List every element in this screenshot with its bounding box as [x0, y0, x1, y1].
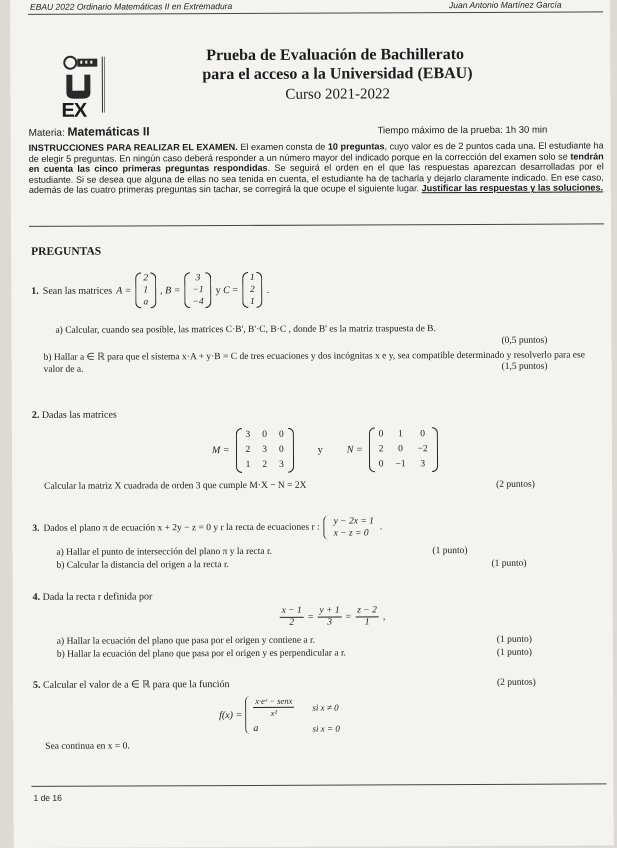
- matrix-c: 1 2 1: [242, 272, 263, 308]
- q5-case2: a: [253, 722, 259, 734]
- exam-sheet: [10, 0, 614, 848]
- header-right: Juan Antonio Martínez García: [449, 0, 562, 11]
- q3-part-a-points: (1 punto): [432, 546, 468, 557]
- matrix-cell: 3: [245, 429, 251, 440]
- matrix-cell: 3: [420, 458, 426, 469]
- q3-part-a: a) Hallar el punto de intersección del plano π y la recta r.: [56, 546, 272, 558]
- q3-number: 3.: [32, 523, 40, 534]
- instructions-text-2: , cuyo valor es de 2 puntos cada una. El estudiante ha de elegir 5 preguntas. En ningún caso deberá responder a un número mayor del indicado porque en la corrección del examen solo se: [28, 140, 604, 164]
- instructions-text-3: . Se seguirá el orden en el que las respuestas aparezcan desarrolladas por el estudiante. Si se desea que alguna de ellas no sea tenida en cuenta, el estudiante ha de tacharla y dejarlo claramente indicado. En ese caso, además de las cuatro primeras preguntas sin tachar, se corregirá la que ocupe el siguiente lugar.: [28, 161, 604, 196]
- question-5-intro: [33, 679, 230, 691]
- q5-fx: f(x) =: [219, 709, 243, 721]
- instructions-rule: [29, 223, 604, 227]
- header-rule: [28, 11, 603, 15]
- matrix-cell: 1: [398, 428, 403, 439]
- q4-intro: Dada la recta r definida por: [42, 591, 153, 603]
- matrix-cell: 2: [378, 443, 384, 454]
- preguntas-heading: PREGUNTAS: [31, 245, 102, 258]
- q4-number: 4.: [32, 591, 41, 603]
- matrix-cell: 0: [279, 444, 284, 455]
- matrix-cell: 0: [378, 428, 384, 439]
- q2-points: (2 puntos): [496, 479, 535, 490]
- question-2-intro: [32, 410, 117, 421]
- q3-text: Dados el plano π de ecuación x + 2y − z = 0 y r la recta de ecuaciones r :: [43, 522, 320, 534]
- matrix-b: 3 −1 −4: [184, 272, 211, 308]
- instructions-heading: INSTRUCCIONES PARA REALIZAR EL EXAMEN.: [28, 142, 238, 153]
- footer-rule: [31, 783, 606, 787]
- q3-eq2: x − z = 0: [333, 528, 369, 539]
- matrix-cell: 0: [378, 458, 384, 469]
- q5-intro: Calcular el valor de a ∈ ℝ para que la función: [42, 679, 230, 691]
- matrix-cell: 0: [420, 428, 425, 439]
- matrix-cell: 3: [262, 444, 268, 455]
- instructions-text-1: El examen consta de: [240, 141, 326, 152]
- question-3-statement: 3. Dados el plano π de ecuación x + 2y − z = 0 y r la recta de ecuaciones r : y − 2x = 1 x − z = 0 .: [32, 516, 383, 539]
- instructions-bold-2: tendrán en cuenta las cinco primeras preguntas respondidas: [28, 151, 604, 175]
- logo-text: EX: [61, 99, 87, 122]
- matrix-cell: 2: [262, 459, 268, 470]
- page-number: 1 de 16: [33, 792, 62, 803]
- q2-y: y: [317, 444, 323, 456]
- q1-part-a: a) Calcular, cuando sea posible, las matrices C·B', B'·C, B·C , donde B' es la matriz traspuesta de B.: [55, 324, 436, 336]
- q5-case1-cond: si x ≠ 0: [312, 702, 339, 713]
- matrix-cell: 0: [278, 429, 284, 440]
- materia: [29, 124, 150, 139]
- matrix-cell: 2: [245, 444, 251, 455]
- title-line1: Prueba de Evaluación de Bachillerato: [206, 46, 465, 65]
- q4-part-a: a) Hallar la ecuación del plano que pasa por el origen y contiene a r.: [56, 635, 316, 647]
- q3-eq1: y − 2x = 1: [333, 516, 374, 527]
- q1-intro: Sean las matrices: [42, 285, 113, 297]
- q3-part-b-points: (1 punto): [491, 558, 527, 569]
- q5-case1-num: x·eˣ − senx: [253, 696, 294, 708]
- q2-intro: Dadas las matrices: [41, 409, 117, 421]
- q1-part-a-points: (0,5 puntos): [501, 335, 548, 346]
- matrix-m: [235, 427, 293, 472]
- q3-part-b: b) Calcular la distancia del origen a la recta r.: [56, 560, 230, 571]
- matrix-cell: 3: [279, 459, 284, 470]
- matrix-cell: 1: [245, 459, 251, 470]
- q5-points: (2 puntos): [496, 677, 536, 688]
- q5-case1-den: x²: [270, 707, 278, 718]
- q1-part-b: b) Hallar a ∈ ℝ para que el sistema x·A + y·B = C de tres ecuaciones y dos incógnitas x e y, sea compatible determinado y resolverlo para ese valor de a.: [43, 350, 585, 375]
- instructions-paragraph: [29, 140, 604, 195]
- q5-function: [219, 691, 340, 740]
- q4-line-equation: $\frac{x - 1}{2}$ = $\frac{y + 1}{3}$ = $\frac{z - 2}{1}$ ,: [281, 604, 386, 628]
- matrix-cell: −1: [395, 458, 406, 469]
- instructions-bold-3: Justificar las respuestas y las soluciones.: [421, 182, 604, 194]
- matrix-cell: −2: [417, 443, 428, 454]
- q2-number: 2.: [31, 409, 40, 421]
- instructions-bold-1: 10 preguntas: [327, 141, 385, 152]
- q2-matrices: M = 3 0 0 2 3 0 1 2 3 y N = 0 1 0 2 0 −2 0 −1 3: [212, 423, 438, 476]
- q4-part-b: b) Hallar la ecuación del plano que pasa por el origen y es perpendicular a r.: [56, 648, 346, 660]
- tiempo-maximo: Tiempo máximo de la prueba: 1h 30 min: [377, 124, 548, 137]
- matrix-n: [369, 427, 438, 472]
- q2-task: Calcular la matriz X cuadrada de orden 3 que cumple M·X − N = 2X: [44, 480, 307, 492]
- matrix-cell: 0: [262, 429, 267, 440]
- q1-number: 1.: [31, 285, 39, 297]
- matrix-a: 2 1 a: [135, 272, 156, 308]
- q5-number: 5.: [32, 679, 41, 691]
- materia-value: Matemáticas II: [67, 124, 150, 139]
- materia-label: Materia:: [28, 127, 65, 139]
- matrix-cell: 0: [398, 443, 403, 454]
- q5-outro: Sea continua en x = 0.: [45, 741, 130, 752]
- q4-part-a-points: (1 punto): [496, 634, 532, 645]
- question-4-intro: [33, 591, 153, 603]
- header-left: EBAU 2022 Ordinario Matemáticas II en Extremadura: [30, 1, 233, 12]
- title-line2: para el acceso a la Universidad (EBAU): [202, 64, 473, 84]
- q1-part-b-points: (1,5 puntos): [501, 361, 548, 372]
- question-1-statement: 1. Sean las matrices A = 2 1 a , B = 3 −1 −4 y C = 1 2 1 .: [31, 272, 270, 308]
- q4-part-b-points: (1 punto): [496, 647, 532, 658]
- q5-case2-cond: si x = 0: [312, 723, 340, 734]
- title-line3: Curso 2021-2022: [285, 86, 391, 103]
